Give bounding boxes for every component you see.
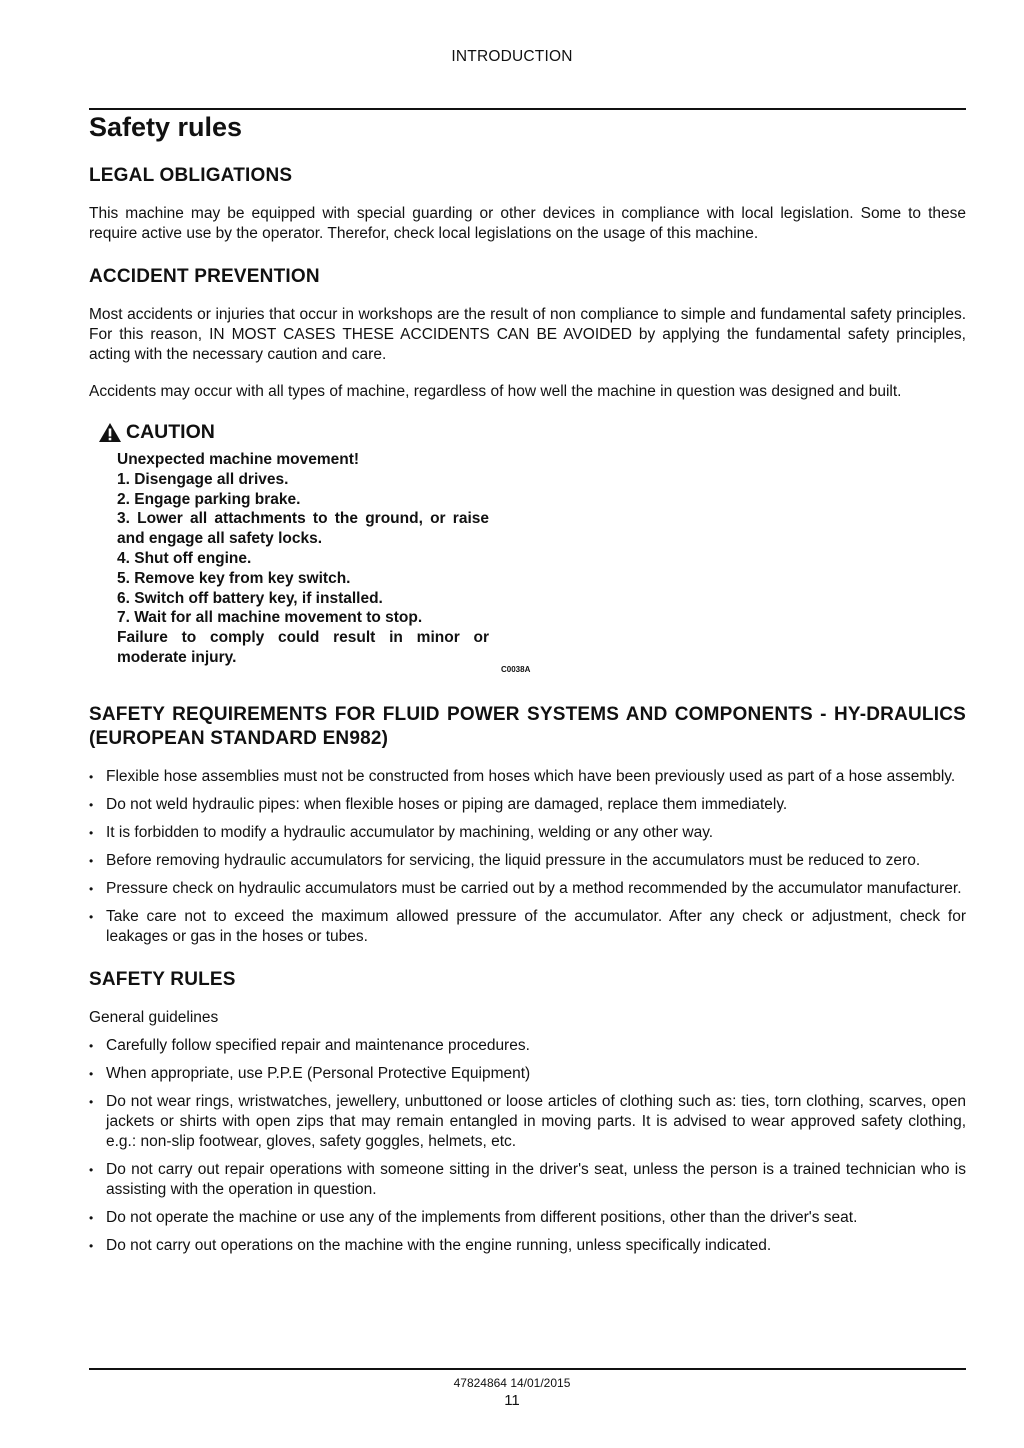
legal-obligations-text: This machine may be equipped with special guarding or other devices in compliance with local legislation. Some to these require active use by the operator. Therefor, check local legislations on the usage of this machine. <box>89 205 966 242</box>
list-item: • When appropriate, use P.P.E (Personal Protective Equipment) <box>89 1064 966 1084</box>
caution-step: 3. Lower all attachments to the ground, or raise and engage all safety locks. <box>117 510 489 548</box>
safety-rules-list <box>89 1036 966 1256</box>
legal-obligations-heading: LEGAL OBLIGATIONS <box>89 165 293 186</box>
page-title: Safety rules <box>89 112 243 142</box>
caution-step: 7. Wait for all machine movement to stop. <box>117 609 423 627</box>
list-item: • Do not weld hydraulic pipes: when flexible hoses or piping are damaged, replace them immediately. <box>89 795 966 815</box>
general-guidelines: General guidelines <box>89 1008 219 1026</box>
accident-prevention-para-2: Accidents may occur with all types of machine, regardless of how well the machine in question was designed and built. <box>89 383 902 400</box>
hydraulics-heading: SAFETY REQUIREMENTS FOR FLUID POWER SYSTEMS AND COMPONENTS - HY-DRAULICS (EUROPEAN STANDARD EN982) <box>89 703 966 749</box>
footer-divider <box>89 1368 966 1370</box>
caution-step: 6. Switch off battery key, if installed. <box>117 589 383 607</box>
list-item: • Flexible hose assemblies must not be constructed from hoses which have been previously used as part of a hose assembly. <box>89 767 966 787</box>
caution-body <box>117 450 531 674</box>
running-header: INTRODUCTION <box>451 48 573 65</box>
document-body <box>89 164 966 1256</box>
page-number: 11 <box>504 1392 520 1409</box>
list-item: • Pressure check on hydraulic accumulators must be carried out by a method recommended by the accumulator manufacturer. <box>89 879 966 899</box>
accident-prevention-heading: ACCIDENT PREVENTION <box>89 266 320 287</box>
caution-step: 2. Engage parking brake. <box>117 490 301 508</box>
safety-rules-heading: SAFETY RULES <box>89 968 236 990</box>
header-divider <box>89 108 966 110</box>
caution-step: 1. Disengage all drives. <box>117 470 289 488</box>
list-item: • It is forbidden to modify a hydraulic accumulator by machining, welding or any other way. <box>89 823 966 843</box>
caution-code: C0038A <box>501 665 531 674</box>
hydraulics-list <box>89 767 966 947</box>
list-item: • Do not carry out repair operations with someone sitting in the driver's seat, unless the person is a trained technician who is assisting with the operation in question. <box>89 1160 966 1200</box>
footer-doc-ref: 47824864 14/01/2015 <box>453 1376 571 1390</box>
caution-title <box>98 421 966 443</box>
caution-line: Unexpected machine movement! <box>117 451 360 468</box>
warning-triangle-icon <box>98 422 122 443</box>
list-item: • Before removing hydraulic accumulators for servicing, the liquid pressure in the accumulators must be reduced to zero. <box>89 851 966 871</box>
list-item: • Do not operate the machine or use any of the implements from different positions, other than the driver's seat. <box>89 1208 966 1228</box>
caution-step: 4. Shut off engine. <box>117 549 252 567</box>
caution-label: CAUTION <box>126 421 215 443</box>
list-item: • Do not carry out operations on the machine with the engine running, unless specifically indicated. <box>89 1236 966 1256</box>
accident-prevention-para-1: Most accidents or injuries that occur in workshops are the result of non compliance to simple and fundamental safety principles. For this reason, IN MOST CASES THESE ACCIDENTS CAN BE AVOIDED by applying the fundamental safety principles, acting with the necessary caution and care. <box>89 306 966 363</box>
list-item: • Do not wear rings, wristwatches, jewellery, unbuttoned or loose articles of clothing such as: ties, torn clothing, scarves, open jackets or shirts with open zips that may remain entangled in moving parts. It is advised to wear approved safety clothing, e.g.: non-slip footwear, gloves, safety goggles, helmets, etc. <box>89 1092 966 1152</box>
list-item: • Carefully follow specified repair and maintenance procedures. <box>89 1036 966 1056</box>
caution-step: 5. Remove key from key switch. <box>117 569 351 587</box>
caution-line: Failure to comply could result in minor or moderate injury. <box>117 629 489 666</box>
list-item: • Take care not to exceed the maximum allowed pressure of the accumulator. After any check or adjustment, check for leakages or gas in the hoses or tubes. <box>89 907 966 947</box>
